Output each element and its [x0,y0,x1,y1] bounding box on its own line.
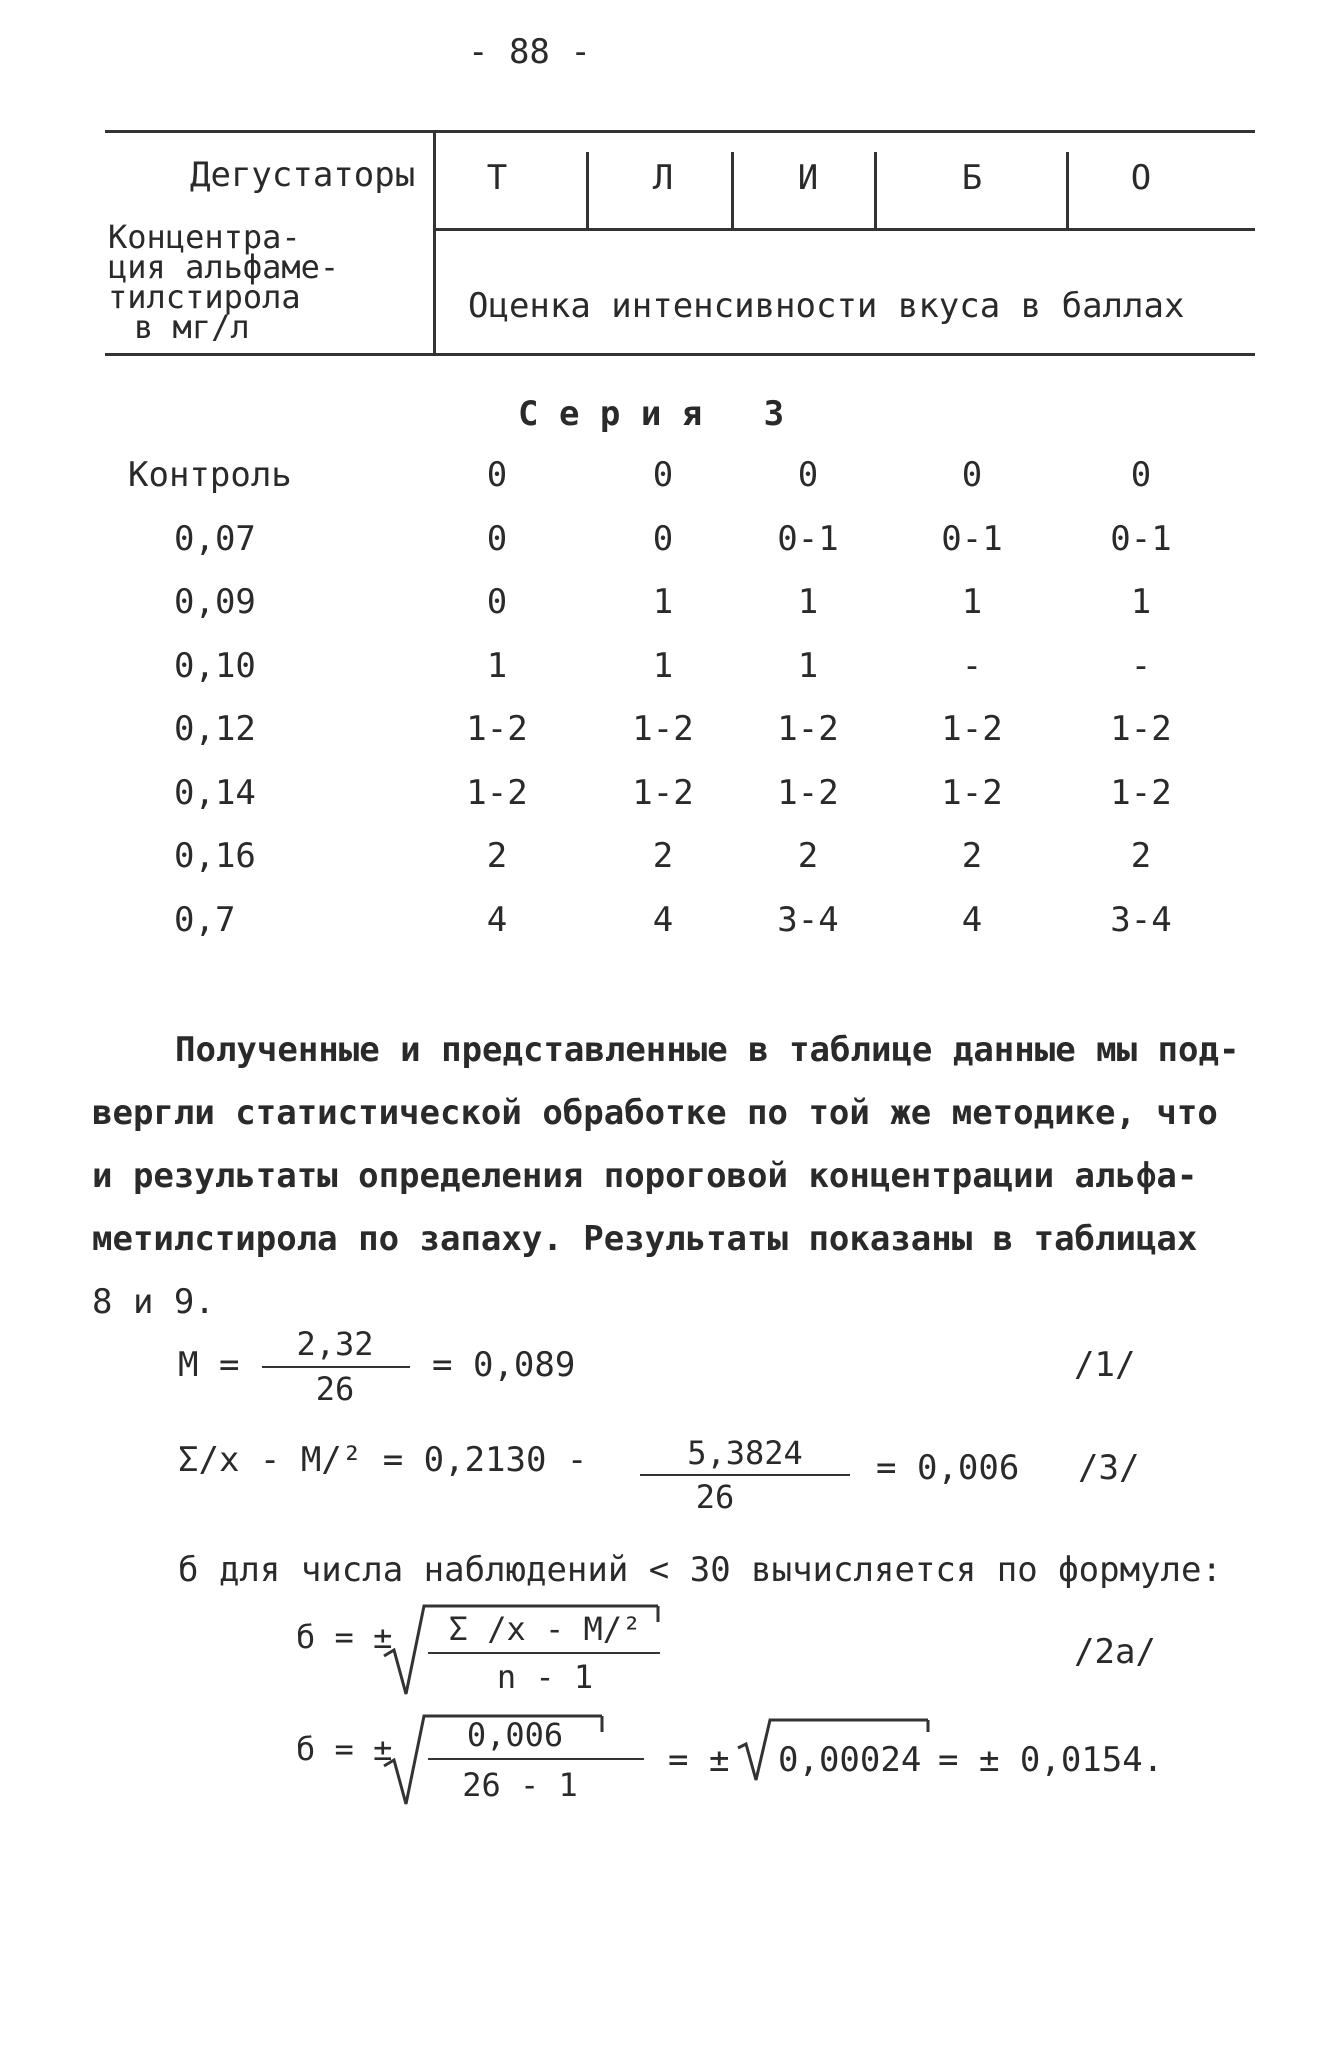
table-cell: 1-2 [466,709,528,749]
table-cell: 1 [1130,582,1152,622]
table-cell: 3-4 [777,900,839,940]
table-cell: 1-2 [941,709,1003,749]
table-cell: 4 [652,900,674,940]
table-cell: 1-2 [632,773,694,813]
table-cell: 4 [961,900,983,940]
corner-line: Концентра- [108,218,301,256]
taster-header: И [797,158,819,198]
eq2-fraction-bar [640,1474,850,1476]
table-cell: 1 [652,582,674,622]
table-cell: 4 [486,900,508,940]
series-label: С е р и я 3 [518,394,785,434]
table-cell: 2 [797,836,819,876]
row-concentration: 0,12 [174,709,256,749]
eq1-tag: /1/ [1074,1345,1136,1385]
eq4-mid: = ± [668,1740,730,1780]
table-cell: 0 [652,455,674,495]
table-cell: 0 [1130,455,1152,495]
taster-header: Б [961,158,983,198]
row-concentration: Контроль [128,455,292,495]
table-cell: 1-2 [777,709,839,749]
eq4-denominator: 26 - 1 [462,1766,578,1804]
corner-header-tasters: Дегустаторы [190,155,416,195]
eq4-numerator: 0,006 [466,1716,564,1754]
table-cell: 1-2 [466,773,528,813]
table-cell: 0-1 [941,519,1003,559]
table-cell: 1 [652,646,674,686]
taster-header: Т [486,158,508,198]
eq2-numerator: 5,3824 [687,1434,803,1472]
table-cell: 0 [797,455,819,495]
taster-header: Л [652,158,674,198]
table-cell: 0-1 [777,519,839,559]
row-concentration: 0,7 [174,900,236,940]
table-cell: 1-2 [941,773,1003,813]
page-number: - 88 - [468,32,591,72]
corner-line: ция альфаме- [108,248,340,286]
table-cell: 1 [486,646,508,686]
table-cell: 1 [797,582,819,622]
eq2-result: = 0,006 [876,1448,1020,1488]
table-cell: 0 [486,455,508,495]
table-cell: 1-2 [1110,709,1172,749]
table-cell: 2 [961,836,983,876]
table-cell: - [961,646,983,686]
taster-header: О [1130,158,1152,198]
table-cell: 0 [486,519,508,559]
table-cell: 0-1 [1110,519,1172,559]
table-cell: 2 [652,836,674,876]
eq4-lhs: б = ± [296,1730,393,1768]
paragraph-line: Полученные и представленные в таблице данные мы под- [175,1030,1240,1070]
table-bottom-rule [105,353,1255,356]
paragraph-line: 8 и 9. [92,1282,215,1322]
eq3-lhs: б = ± [296,1618,393,1656]
eq3-tag: /2а/ [1074,1632,1156,1672]
table-cell: 0 [961,455,983,495]
table-cell: 1-2 [632,709,694,749]
table-cell: 2 [1130,836,1152,876]
table-top-rule [105,130,1255,133]
table-cell: 3-4 [1110,900,1172,940]
paragraph-line: вергли статистической обработке по той же методике, что [92,1093,1218,1133]
eq2-denominator: 26 [695,1478,735,1516]
eq1-fraction-bar [262,1366,410,1368]
paragraph-line: метилстирола по запаху. Результаты показаны в таблицах [92,1219,1198,1259]
table-cell: 1 [797,646,819,686]
table-cell: 2 [486,836,508,876]
table-header-rule [435,228,1255,231]
table-subheader: Оценка интенсивности вкуса в баллах [468,286,1185,326]
eq3-denominator: n - 1 [496,1658,594,1696]
row-concentration: 0,09 [174,582,256,622]
eq3-numerator: Σ /x - М/² [448,1610,642,1648]
eq1-lhs: М = [178,1345,240,1385]
paragraph-line: и результаты определения пороговой концентрации альфа- [92,1156,1198,1196]
eq4-fraction-bar [428,1758,644,1760]
corner-line: тилстирола [108,278,301,316]
eq1-denominator: 26 [315,1370,355,1408]
row-concentration: 0,10 [174,646,256,686]
table-cell: 0 [486,582,508,622]
row-concentration: 0,16 [174,836,256,876]
eq1-result: = 0,089 [432,1345,576,1385]
table-cell: 1-2 [777,773,839,813]
row-concentration: 0,07 [174,519,256,559]
eq4-radicand: 0,00024 [778,1740,922,1780]
eq3-fraction-bar [428,1652,660,1654]
corner-line: в мг/л [134,308,250,346]
table-cell: 0 [652,519,674,559]
eq2-lhs: Σ/x - М/² = 0,2130 - [178,1440,588,1480]
sigma-sentence: б для числа наблюдений < 30 вычисляется по формуле: [178,1550,1222,1590]
eq2-tag: /3/ [1078,1448,1140,1488]
table-cell: 1 [961,582,983,622]
corner-header-concentration [108,218,340,346]
eq1-numerator: 2,32 [296,1325,374,1363]
table-cell: 1-2 [1110,773,1172,813]
row-concentration: 0,14 [174,773,256,813]
table-cell: - [1130,646,1152,686]
eq4-result: = ± 0,0154. [938,1740,1164,1780]
